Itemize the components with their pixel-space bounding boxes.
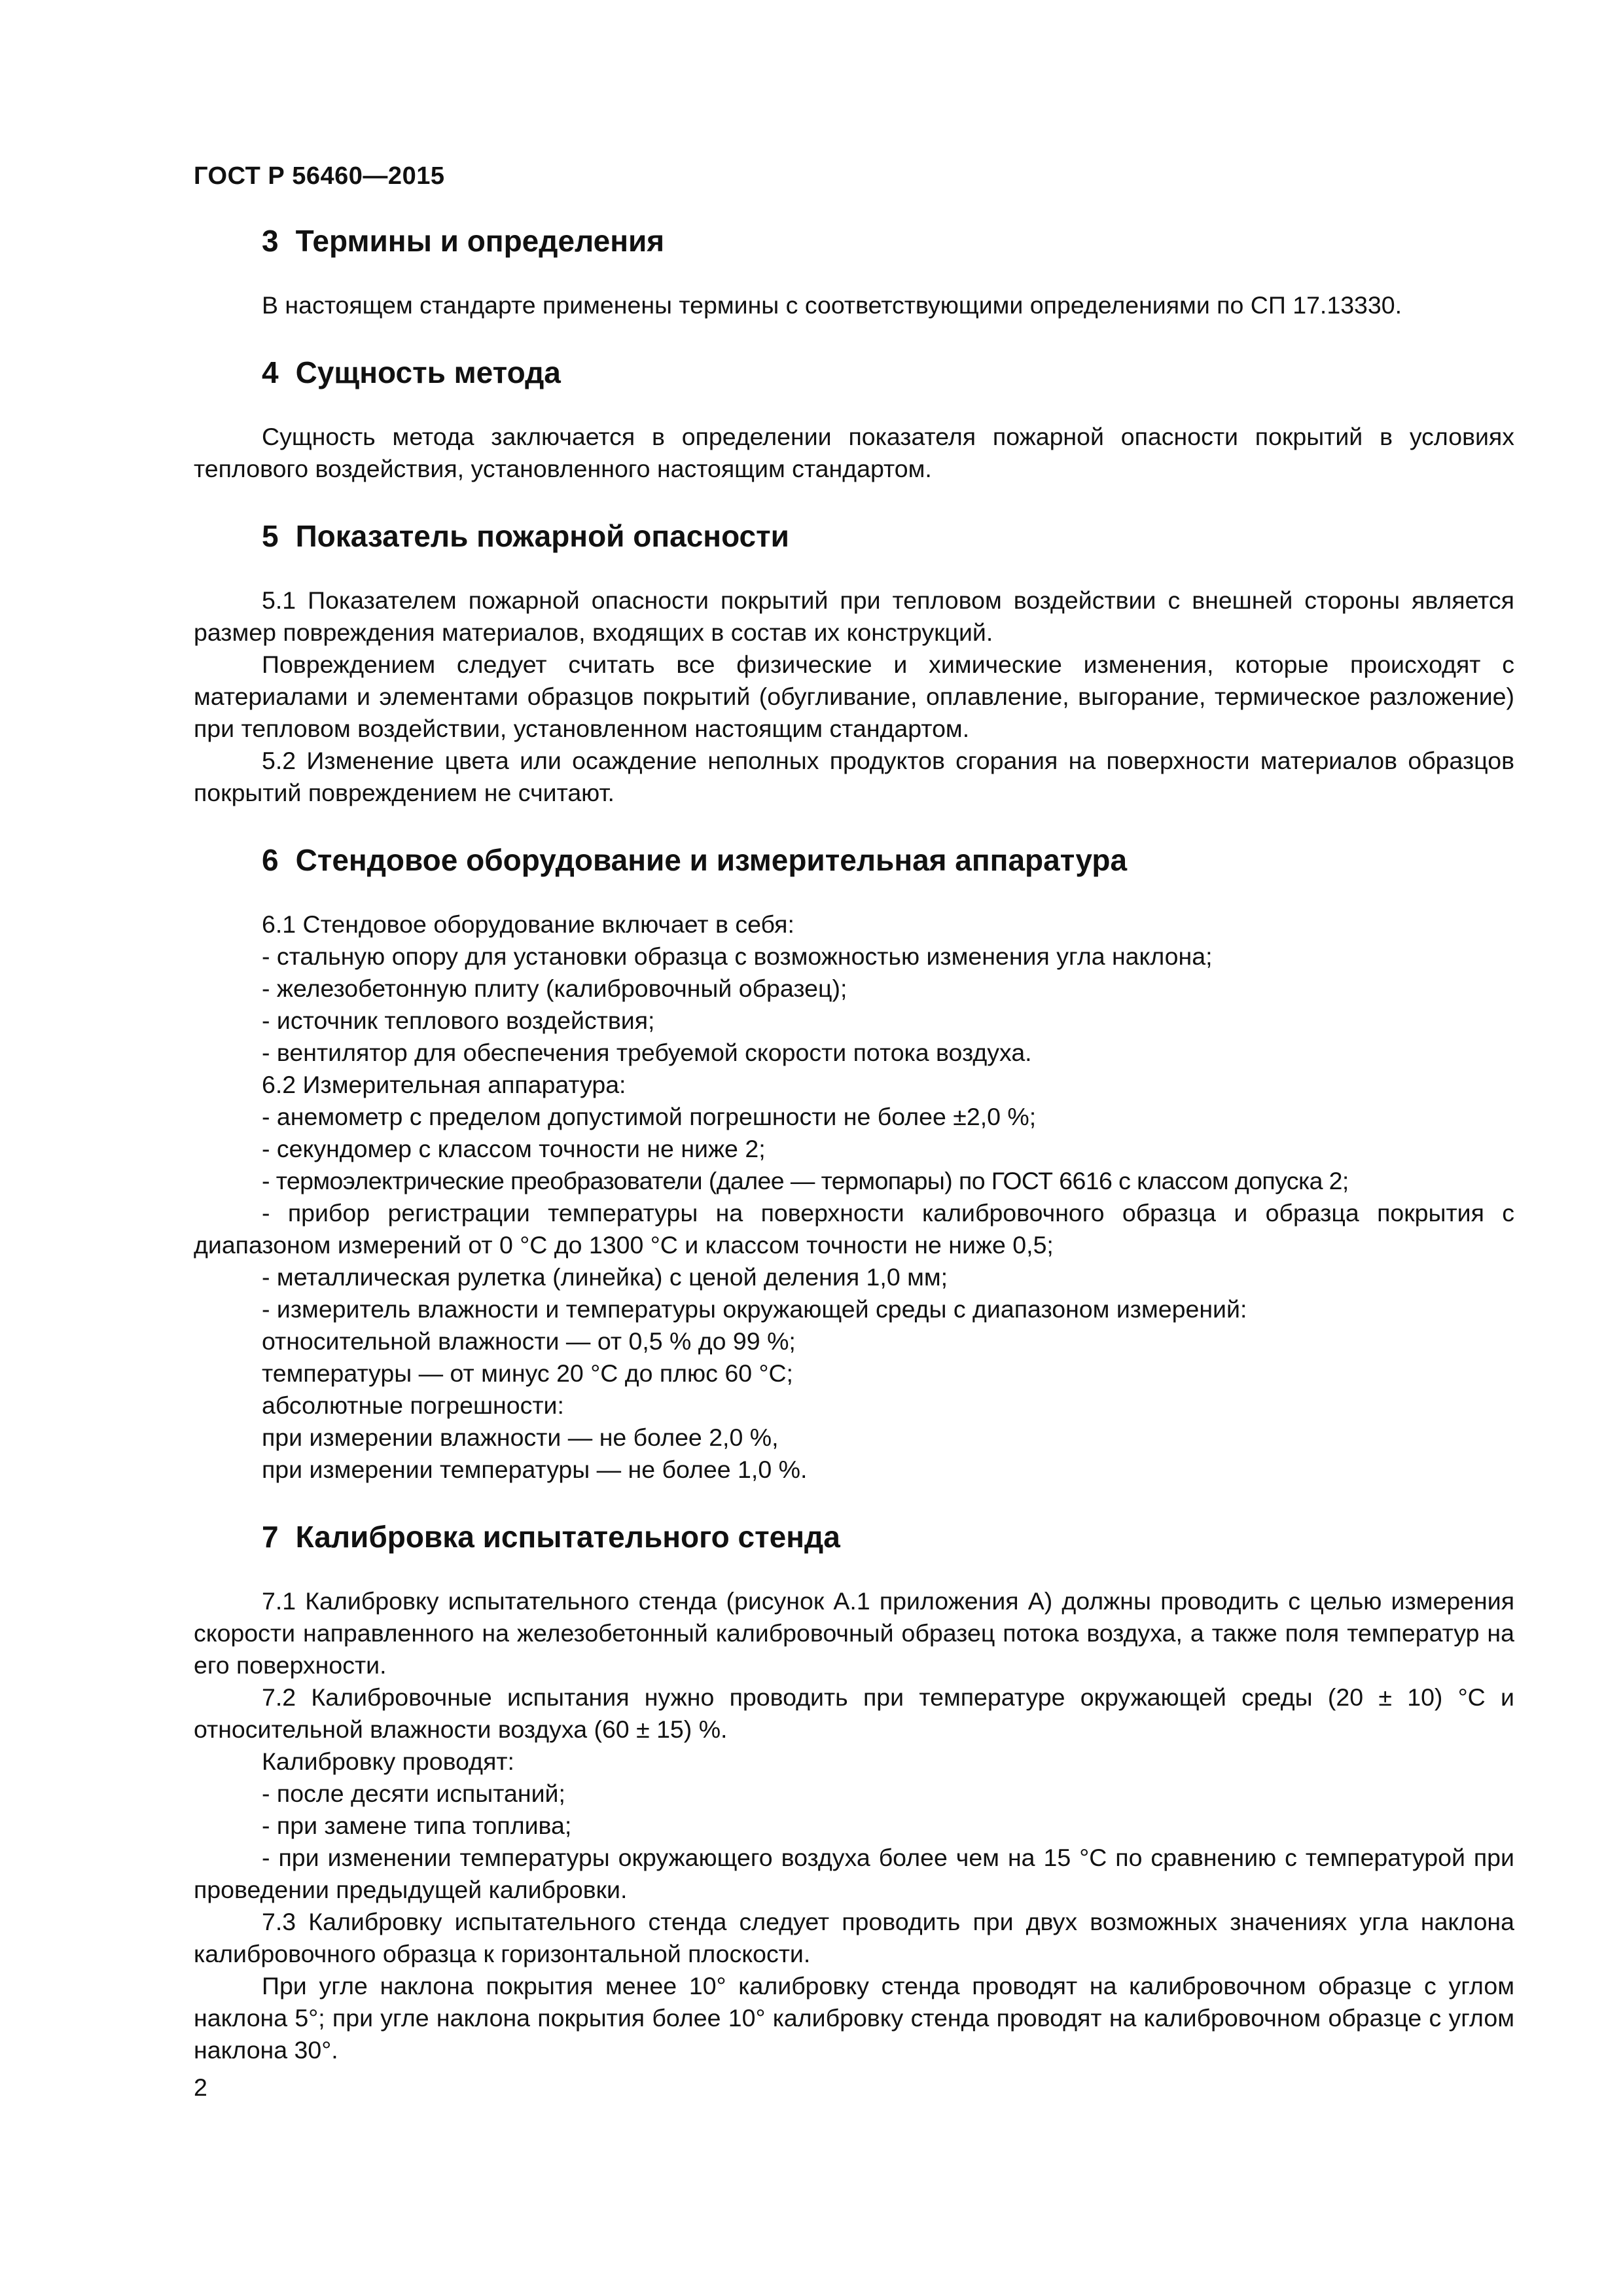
section-heading (194, 354, 1514, 391)
list-item: - секундомер с классом точности не ниже 2; (262, 1135, 766, 1162)
section-number: 6 (262, 843, 279, 877)
page-number: 2 (194, 2073, 207, 2101)
paragraph: Сущность метода заключается в определении показателя пожарной опасности покрытий в условиях теплового воздействия, установленного настоящим стандартом. (194, 423, 1514, 482)
list-item: при измерении влажности — не более 2,0 %, (262, 1424, 779, 1451)
list-item: - вентилятор для обеспечения требуемой скорости потока воздуха. (262, 1039, 1032, 1066)
list-item: 6.1 Стендовое оборудование включает в себя: (262, 910, 794, 938)
section-heading (194, 223, 1514, 259)
list-item: - при изменении температуры окружающего воздуха более чем на 15 °С по сравнению с температурой при проведении предыдущей калибровки. (194, 1844, 1514, 1903)
list-item: - термоэлектрические преобразователи (далее — термопары) по ГОСТ 6616 с классом допуска 2; (262, 1167, 1349, 1194)
paragraph: 5.2 Изменение цвета или осаждение неполных продуктов сгорания на поверхности материалов образцов покрытий повреждением не считают. (194, 747, 1514, 806)
list-item: - металлическая рулетка (линейка) с ценой деления 1,0 мм; (262, 1263, 948, 1291)
paragraph: В настоящем стандарте применены термины с соответствующими определениями по СП 17.13330. (262, 291, 1402, 319)
list-item: - измеритель влажности и температуры окружающей среды с диапазоном измерений: (262, 1295, 1247, 1323)
list-item: - анемометр с пределом допустимой погрешности не более ±2,0 %; (262, 1103, 1037, 1130)
section-5 (194, 518, 1514, 809)
paragraph: 5.1 Показателем пожарной опасности покрытий при тепловом воздействии с внешней стороны является размер повреждения материалов, входящих в состав их конструкций. (194, 586, 1514, 646)
section-number: 4 (262, 355, 279, 389)
standard-code-header: ГОСТ Р 56460—2015 (194, 162, 445, 190)
list-item: 6.2 Измерительная аппаратура: (262, 1071, 626, 1098)
section-heading (194, 842, 1514, 878)
section-title: Показатель пожарной опасности (295, 519, 789, 553)
list-item: Калибровку проводят: (262, 1748, 514, 1775)
list-item: - прибор регистрации температуры на поверхности калибровочного образца и образца покрытия с диапазоном измерений от 0 °С до 1300 °С и классом точности не ниже 0,5; (194, 1199, 1514, 1259)
section-number: 5 (262, 519, 279, 553)
section-7 (194, 1518, 1514, 2066)
paragraph: При угле наклона покрытия менее 10° калибровку стенда проводят на калибровочном образце с углом наклона 5°; при угле наклона покрытия более 10° калибровку стенда проводят на калибровочном образце с углом наклона 30°. (194, 1972, 1514, 2064)
section-title: Калибровка испытательного стенда (295, 1520, 840, 1554)
section-number: 7 (262, 1520, 279, 1554)
section-4 (194, 354, 1514, 485)
list-item: - источник теплового воздействия; (262, 1007, 655, 1034)
document-body (194, 223, 1514, 2099)
section-number: 3 (262, 224, 279, 258)
list-item: относительной влажности — от 0,5 % до 99 %; (262, 1327, 796, 1355)
paragraph: 7.1 Калибровку испытательного стенда (рисунок А.1 приложения А) должны проводить с целью измерения скорости направленного на железобетонный калибровочный образец потока воздуха, а также поля температур на его поверхности. (194, 1587, 1514, 1679)
section-6 (194, 842, 1514, 1486)
section-heading (194, 1518, 1514, 1555)
list-item: абсолютные погрешности: (262, 1391, 564, 1419)
list-item: - стальную опору для установки образца с возможностью изменения угла наклона; (262, 942, 1213, 970)
section-title: Термины и определения (295, 224, 665, 258)
list-item: температуры — от минус 20 °С до плюс 60 °С; (262, 1359, 793, 1387)
list-item: - при замене типа топлива; (262, 1812, 572, 1839)
section-heading (194, 518, 1514, 554)
list-item: - после десяти испытаний; (262, 1780, 565, 1807)
list-item: - железобетонную плиту (калибровочный образец); (262, 975, 847, 1002)
section-3 (194, 223, 1514, 321)
paragraph: 7.2 Калибровочные испытания нужно проводить при температуре окружающей среды (20 ± 10) °С и относительной влажности воздуха (60 ± 15) %. (194, 1683, 1514, 1743)
section-title: Сущность метода (295, 355, 561, 389)
paragraph: 7.3 Калибровку испытательного стенда следует проводить при двух возможных значениях угла наклона калибровочного образца к горизонтальной плоскости. (194, 1908, 1514, 1967)
list-item: при измерении температуры — не более 1,0 %. (262, 1456, 808, 1483)
section-title: Стендовое оборудование и измерительная аппаратура (295, 843, 1128, 877)
paragraph: Повреждением следует считать все физические и химические изменения, которые происходят с материалами и элементами образцов покрытий (обугливание, оплавление, выгорание, термическое разложение) при тепловом воздействии, установленном настоящим стандартом. (194, 651, 1514, 742)
